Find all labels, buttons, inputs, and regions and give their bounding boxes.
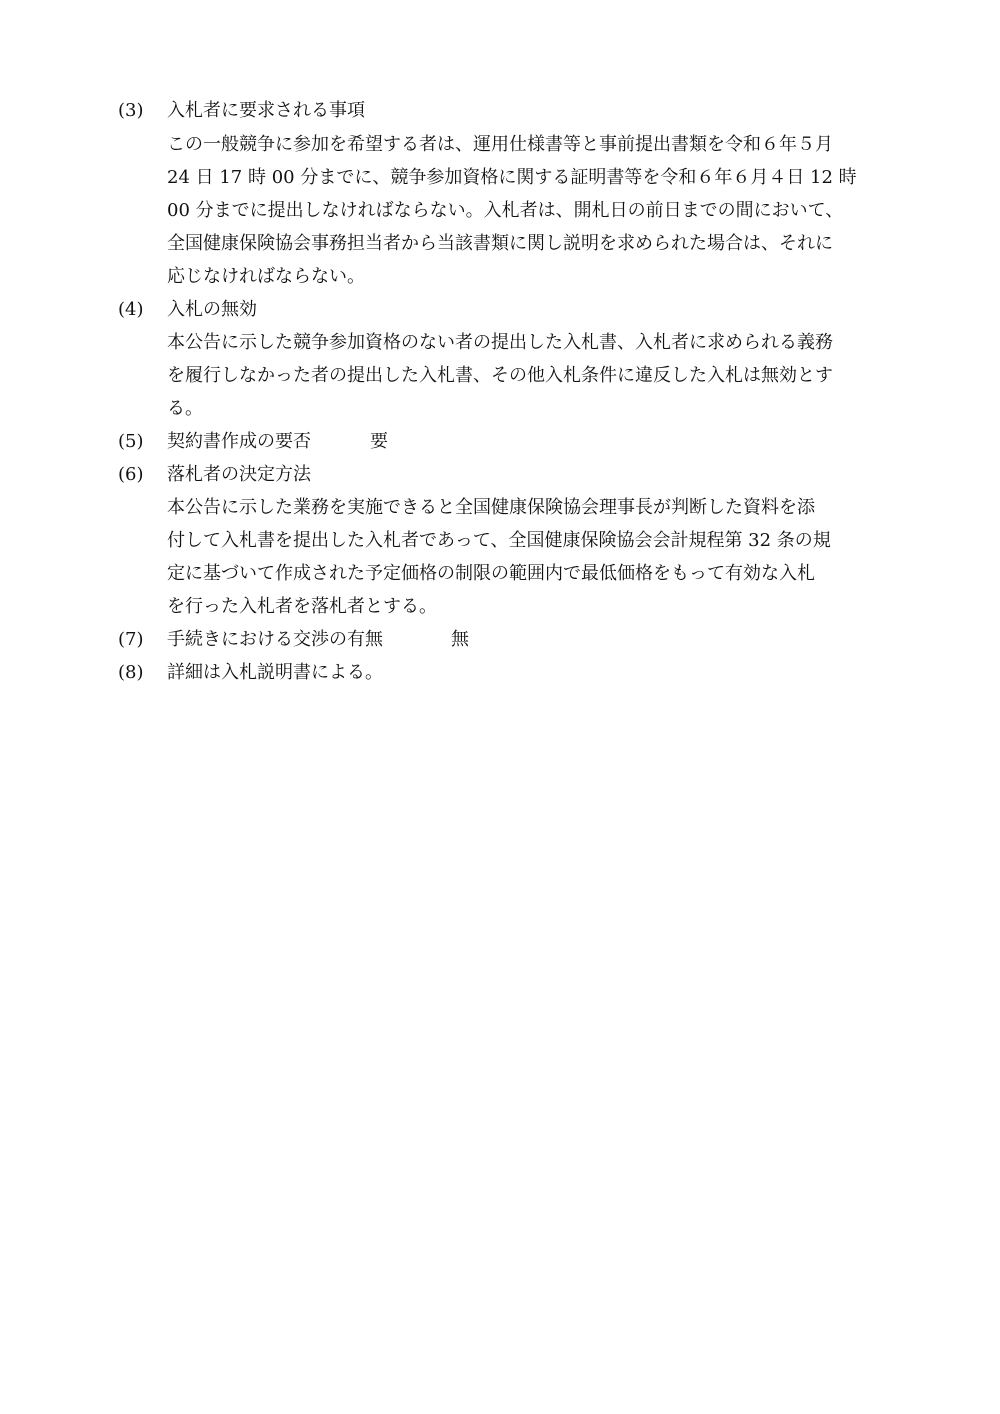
item-body-line: 付して入札書を提出した入札者であって、全国健康保険協会会計規程第 32 条の規 (167, 530, 831, 551)
item-heading: 契約書作成の要否 (167, 431, 311, 452)
item-heading: 入札者に要求される事項 (167, 100, 365, 121)
item-number: (3) (118, 100, 144, 121)
item-body-line: 定に基づいて作成された予定価格の制限の範囲内で最低価格をもって有効な入札 (167, 563, 815, 584)
item-number: (6) (118, 464, 144, 485)
item-body-line: 24 日 17 時 00 分までに、競争参加資格に関する証明書等を令和６年６月４日 12 時 (167, 167, 857, 188)
item-answer: 要 (370, 431, 388, 452)
item-body-line: 00 分までに提出しなければならない。入札者は、開札日の前日までの間において、 (167, 200, 844, 221)
item-body-line: る。 (167, 398, 203, 419)
item-body-line: 応じなければならない。 (167, 266, 365, 287)
item-heading: 詳細は入札説明書による。 (167, 662, 383, 683)
item-heading: 入札の無効 (167, 299, 257, 320)
item-number: (5) (118, 431, 144, 452)
item-body-line: 本公告に示した業務を実施できると全国健康保険協会理事長が判断した資料を添 (167, 497, 815, 518)
item-answer: 無 (451, 629, 469, 650)
item-heading: 手続きにおける交渉の有無 (167, 629, 383, 650)
item-number: (8) (118, 662, 144, 683)
item-heading: 落札者の決定方法 (167, 464, 311, 485)
item-body-line: を行った入札者を落札者とする。 (167, 596, 437, 617)
item-number: (7) (118, 629, 144, 650)
item-body-line: 全国健康保険協会事務担当者から当該書類に関し説明を求められた場合は、それに (167, 233, 833, 254)
item-body-line: 本公告に示した競争参加資格のない者の提出した入札書、入札者に求められる義務 (167, 332, 833, 353)
item-number: (4) (118, 299, 144, 320)
item-body-line: この一般競争に参加を希望する者は、運用仕様書等と事前提出書類を令和６年５月 (167, 134, 833, 155)
item-body-line: を履行しなかった者の提出した入札書、その他入札条件に違反した入札は無効とす (167, 365, 833, 386)
